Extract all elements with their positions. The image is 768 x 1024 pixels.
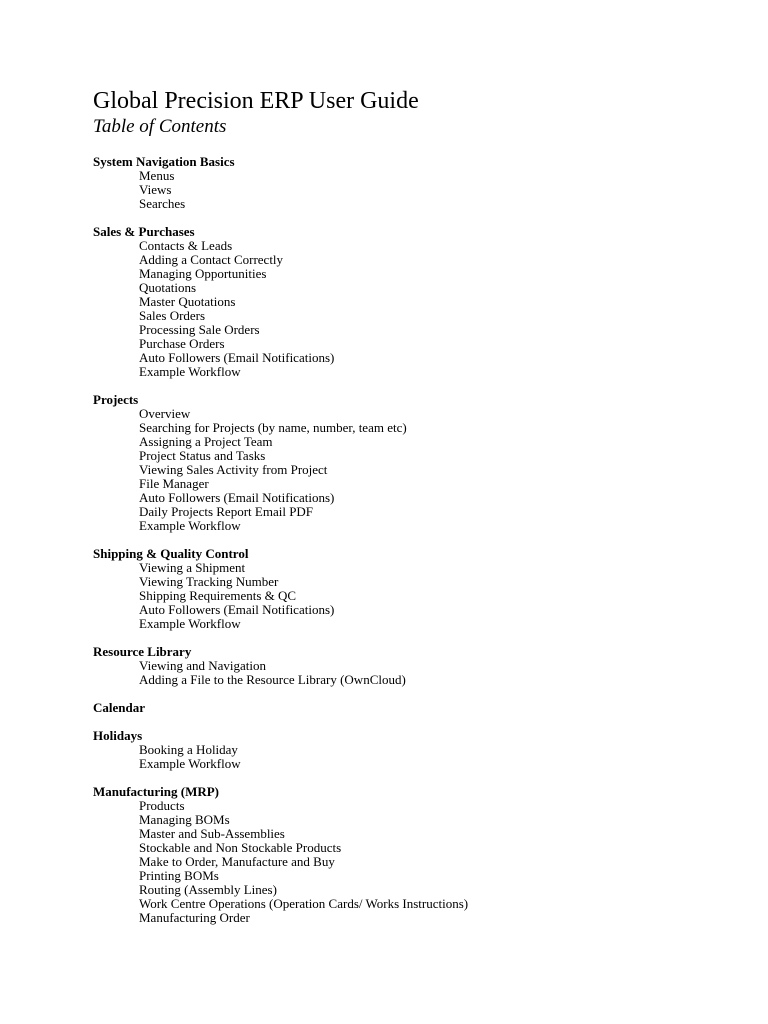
toc-item: Processing Sale Orders [139,322,260,337]
toc-item: Adding a Contact Correctly [139,252,284,267]
toc-item: Printing BOMs [139,868,219,883]
toc-item: Project Status and Tasks [139,448,266,463]
toc-item: Example Workflow [139,518,241,533]
toc-section [0,155,768,211]
toc-item: Viewing and Navigation [139,658,267,673]
toc-item: Example Workflow [139,756,241,771]
toc-section-heading: Sales & Purchases [93,224,195,239]
toc-item: Daily Projects Report Email PDF [139,504,314,519]
document-title: Global Precision ERP User Guide [93,88,419,114]
toc-item: Manufacturing Order [139,910,250,925]
toc-item: Menus [139,168,175,183]
toc-item: Managing Opportunities [139,266,267,281]
toc-item: Purchase Orders [139,336,225,351]
toc-item: Quotations [139,280,197,295]
toc-item: Example Workflow [139,616,241,631]
toc-section [0,547,768,631]
toc-item: Auto Followers (Email Notifications) [139,350,335,365]
toc-item: Example Workflow [139,364,241,379]
toc-item: Searching for Projects (by name, number, team etc) [139,420,407,435]
toc-item: Contacts & Leads [139,238,233,253]
toc-item: Sales Orders [139,308,206,323]
toc-section [0,729,768,771]
toc-section [0,645,768,687]
toc-item: Auto Followers (Email Notifications) [139,602,335,617]
toc-item: Auto Followers (Email Notifications) [139,490,335,505]
toc-item: Routing (Assembly Lines) [139,882,277,897]
toc-item: Views [139,182,172,197]
toc-item: Viewing Tracking Number [139,574,279,589]
table-of-contents [0,155,768,939]
toc-item: Overview [139,406,191,421]
toc-item: Viewing Sales Activity from Project [139,462,328,477]
toc-item: Master Quotations [139,294,236,309]
toc-item: Viewing a Shipment [139,560,246,575]
toc-item: File Manager [139,476,209,491]
toc-section [0,701,768,715]
toc-item: Booking a Holiday [139,742,238,757]
toc-item: Assigning a Project Team [139,434,273,449]
toc-section-heading: Projects [93,392,139,407]
toc-item: Master and Sub-Assemblies [139,826,285,841]
toc-section [0,393,768,533]
toc-item: Products [139,798,185,813]
document-subtitle: Table of Contents [93,116,227,137]
toc-item: Work Centre Operations (Operation Cards/ Works Instructions) [139,896,469,911]
toc-item: Adding a File to the Resource Library (OwnCloud) [139,672,406,687]
toc-item: Managing BOMs [139,812,230,827]
toc-section-heading: System Navigation Basics [93,154,235,169]
toc-item: Make to Order, Manufacture and Buy [139,854,335,869]
toc-section [0,785,768,925]
toc-item: Searches [139,196,186,211]
toc-item: Stockable and Non Stockable Products [139,840,342,855]
toc-item: Shipping Requirements & QC [139,588,297,603]
toc-section-heading: Calendar [93,700,145,715]
toc-section [0,225,768,379]
toc-section-heading: Resource Library [93,644,192,659]
toc-section-heading: Manufacturing (MRP) [93,784,220,799]
toc-section-heading: Shipping & Quality Control [93,546,249,561]
toc-section-heading: Holidays [93,728,143,743]
